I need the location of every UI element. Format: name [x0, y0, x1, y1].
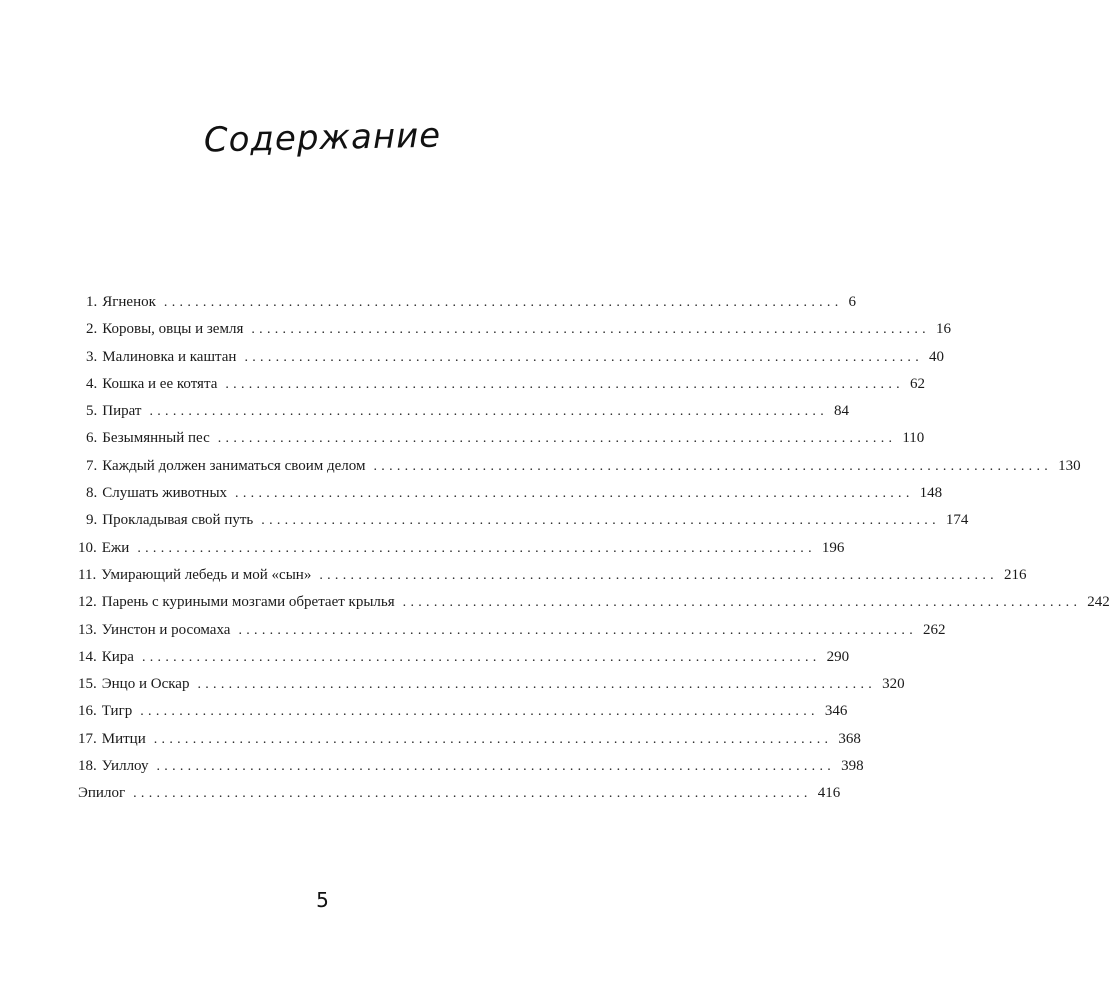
dot-leader: .......................................................................................: [133, 786, 812, 802]
toc-entry-9[interactable]: [78, 507, 969, 534]
toc-entry-page: 398: [841, 758, 864, 775]
toc-entry-page: 346: [824, 703, 848, 720]
toc-entry-title: Прокладывая свой путь: [102, 512, 254, 529]
toc-entry-number: 8.: [86, 485, 98, 502]
toc-entry-page: 320: [882, 676, 905, 693]
toc-entry-title: Парень с куриными мозгами обретает крылья: [101, 594, 395, 611]
toc-entry-page: 368: [838, 730, 861, 747]
dot-leader: .......................................................................................: [319, 567, 998, 583]
toc-entry-5[interactable]: [78, 398, 850, 425]
toc-entry-10[interactable]: [78, 535, 845, 562]
toc-entry-page: 242: [1087, 594, 1110, 611]
toc-entry-number: 11.: [78, 566, 97, 583]
page-title: Содержание: [203, 115, 442, 161]
toc-entry-number: 4.: [86, 375, 98, 392]
toc-entry-number: 3.: [86, 348, 98, 365]
toc-entry-title: Тигр: [101, 703, 133, 720]
dot-leader: .......................................................................................: [238, 622, 918, 638]
toc-entry-page: 6: [848, 294, 857, 310]
dot-leader: .......................................................................................: [402, 595, 1082, 611]
toc-entry-8[interactable]: [78, 480, 943, 507]
dot-leader: .......................................................................................: [156, 759, 836, 775]
toc-entry-title: Безымянный пес: [102, 430, 210, 447]
table-of-contents: [78, 289, 1110, 808]
toc-entry-2[interactable]: [78, 316, 951, 343]
dot-leader: .......................................................................................: [244, 349, 924, 365]
dot-leader: .......................................................................................: [217, 431, 897, 447]
dot-leader: .......................................................................................: [149, 404, 829, 420]
toc-entry-page: 290: [826, 648, 850, 665]
dot-leader: .......................................................................................: [373, 458, 1053, 474]
toc-entry-epilogue[interactable]: [78, 780, 841, 807]
toc-entry-page: 16: [935, 321, 951, 338]
toc-entry-12[interactable]: [78, 589, 1110, 616]
dot-leader: .......................................................................................: [140, 704, 819, 720]
toc-entry-title: Кира: [101, 648, 134, 665]
toc-entry-page: 148: [919, 485, 943, 502]
toc-entry-title: Ежи: [101, 539, 130, 556]
toc-entry-number: 6.: [86, 430, 98, 447]
toc-entry-number: 10.: [78, 539, 97, 556]
toc-entry-number: 1.: [86, 294, 98, 310]
toc-entry-number: 12.: [78, 594, 97, 611]
toc-entry-16[interactable]: [78, 698, 848, 725]
toc-entry-3[interactable]: [78, 344, 945, 371]
toc-entry-number: 5.: [86, 403, 98, 420]
dot-leader: .......................................................................................: [153, 731, 833, 747]
toc-entry-title: Эпилог: [78, 785, 126, 802]
dot-leader: .......................................................................................: [235, 486, 914, 502]
toc-entry-page: 110: [902, 430, 925, 447]
toc-entry-7[interactable]: [78, 453, 1081, 480]
dot-leader: .......................................................................................: [251, 322, 930, 338]
dot-leader: .......................................................................................: [225, 376, 904, 392]
toc-entry-page: 216: [1003, 566, 1027, 583]
toc-entry-title: Коровы, овцы и земля: [102, 321, 244, 338]
toc-entry-title: Каждый должен заниматься своим делом: [102, 457, 366, 474]
toc-entry-6[interactable]: [78, 425, 925, 452]
toc-entry-11[interactable]: [78, 562, 1027, 589]
toc-entry-number: 17.: [78, 730, 97, 747]
toc-entry-number: 13.: [78, 621, 97, 638]
toc-entry-number: 7.: [86, 457, 98, 474]
dot-leader: .......................................................................................: [163, 295, 843, 310]
dot-leader: .......................................................................................: [261, 513, 940, 529]
toc-entry-page: 130: [1058, 457, 1081, 474]
toc-entry-17[interactable]: [78, 726, 861, 753]
toc-entry-title: Умирающий лебедь и мой «сын»: [101, 566, 312, 583]
page-number: 5: [316, 888, 329, 912]
toc-entry-page: 40: [929, 348, 945, 365]
toc-entry-13[interactable]: [78, 617, 946, 644]
dot-leader: .......................................................................................: [141, 649, 821, 665]
toc-entry-title: Кошка и ее котята: [102, 375, 218, 392]
toc-entry-page: 196: [821, 539, 845, 556]
toc-entry-number: 2.: [86, 321, 98, 338]
toc-entry-title: Уиллоу: [101, 758, 149, 775]
toc-entry-number: 9.: [86, 512, 98, 529]
toc-entry-page: 262: [923, 621, 946, 638]
toc-entry-4[interactable]: [78, 371, 925, 398]
toc-entry-number: 18.: [78, 758, 97, 775]
toc-entry-title: Пират: [102, 403, 142, 420]
toc-entry-18[interactable]: [78, 753, 864, 780]
toc-entry-page: 84: [834, 403, 850, 420]
toc-entry-page: 416: [817, 785, 841, 802]
toc-entry-number: 14.: [78, 648, 97, 665]
toc-entry-14[interactable]: [78, 644, 850, 671]
toc-entry-number: 16.: [78, 703, 97, 720]
toc-entry-title: Малиновка и каштан: [102, 348, 237, 365]
toc-entry-1[interactable]: [78, 289, 857, 316]
toc-entry-page: 174: [945, 512, 969, 529]
toc-entry-title: Энцо и Оскар: [101, 676, 190, 693]
toc-entry-title: Слушать животных: [102, 485, 228, 502]
dot-leader: .......................................................................................: [137, 540, 816, 556]
toc-entry-title: Уинстон и росомаха: [101, 621, 231, 638]
toc-entry-15[interactable]: [78, 671, 905, 698]
dot-leader: .......................................................................................: [197, 677, 877, 693]
toc-entry-number: 15.: [78, 676, 97, 693]
toc-entry-title: Ягненок: [102, 294, 156, 310]
toc-entry-title: Митци: [101, 730, 146, 747]
toc-entry-page: 62: [909, 375, 925, 392]
